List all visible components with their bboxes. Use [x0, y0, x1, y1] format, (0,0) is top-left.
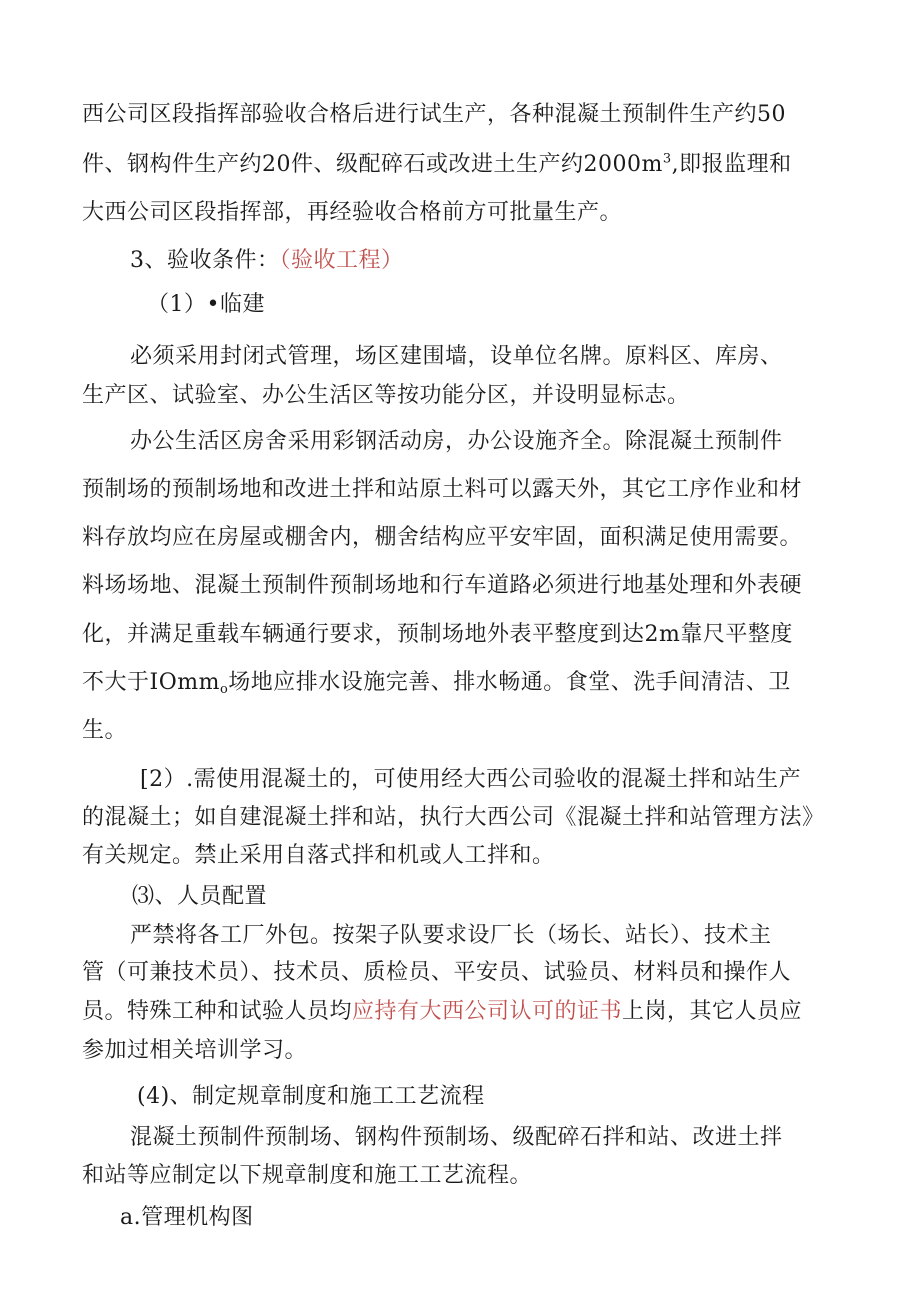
- section-heading-red: （验收工程）: [279, 248, 404, 273]
- highlight-text-red: 应持有大西公司认可的证书: [352, 999, 623, 1024]
- subsection-heading: （1）•临建: [147, 292, 265, 317]
- para-line: 参加过相关培训学习。: [82, 1038, 308, 1063]
- para-line: [82, 997, 802, 1027]
- para-text: ,即报监理和: [671, 152, 792, 177]
- para-text: 不大于IOmm: [82, 670, 220, 695]
- para-line: 严禁将各工厂外包。按架子队要求设厂长（场长、站长）、技术主: [130, 923, 772, 948]
- superscript: 3: [662, 151, 672, 167]
- para-text: 件、钢构件生产约20件、级配碎石或改进土生产约2000m: [82, 152, 663, 177]
- para-line: 料场场地、混凝土预制件预制场地和行车道路必须进行地基处理和外表硬: [82, 573, 803, 598]
- para-line: 管（可兼技术员）、技术员、质检员、平安员、试验员、材料员和操作人: [82, 960, 792, 985]
- para-line: 大西公司区段指挥部，再经验收合格前方可批量生产。: [82, 200, 623, 225]
- para-text: 场地应排水设施完善、排水畅通。食堂、洗手间清洁、卫: [228, 670, 791, 695]
- para-line: 预制场的预制场地和改进土拌和站原土料可以露天外，其它工序作业和材: [82, 477, 803, 502]
- para-text: 上岗，其它人员应: [622, 999, 803, 1024]
- para-line: 西公司区段指挥部验收合格后进行试生产，各种混凝土预制件生产约50: [82, 102, 786, 127]
- para-line: 的混凝土；如自建混凝土拌和站，执行大西公司《混凝土拌和站管理方法》: [82, 805, 825, 830]
- para-line: [82, 668, 791, 698]
- subscript: o: [219, 682, 229, 697]
- para-line: 生。: [82, 718, 128, 743]
- para-line: 混凝土预制件预制场、钢构件预制场、级配碎石拌和站、改进土拌: [130, 1125, 783, 1150]
- para-line: 必须采用封闭式管理，场区建围墙，设单位名牌。原料区、库房、: [130, 344, 783, 369]
- subsection-heading: ⑶、人员配置: [132, 884, 268, 909]
- section-heading: [130, 246, 404, 276]
- para-line: 料存放均应在房屋或棚舍内，棚舍结构应平安牢固，面积满足使用需要。: [82, 525, 803, 550]
- subsection-heading: (4)、制定规章制度和施工工艺流程: [137, 1084, 485, 1109]
- para-line: [2）.需使用混凝土的，可使用经大西公司验收的混凝土拌和站生产: [140, 767, 802, 792]
- para-line: 办公生活区房舍采用彩钢活动房，办公设施齐全。除混凝土预制件: [130, 429, 783, 454]
- para-line: 化，并满足重载车辆通行要求，预制场地外表平整度到达2m靠尺平整度: [82, 622, 793, 647]
- para-line: 和站等应制定以下规章制度和施工工艺流程。: [82, 1163, 533, 1188]
- para-text: 员。特殊工种和试验人员均: [82, 999, 353, 1024]
- para-line: 生产区、试验室、办公生活区等按功能分区，并设明显标志。: [82, 383, 690, 408]
- list-item-a: a.管理机构图: [120, 1205, 254, 1230]
- para-line: 有关规定。禁止采用自落式拌和机或人工拌和。: [82, 843, 555, 868]
- section-heading-text: 3、验收条件：: [130, 248, 280, 273]
- para-line: [82, 150, 792, 180]
